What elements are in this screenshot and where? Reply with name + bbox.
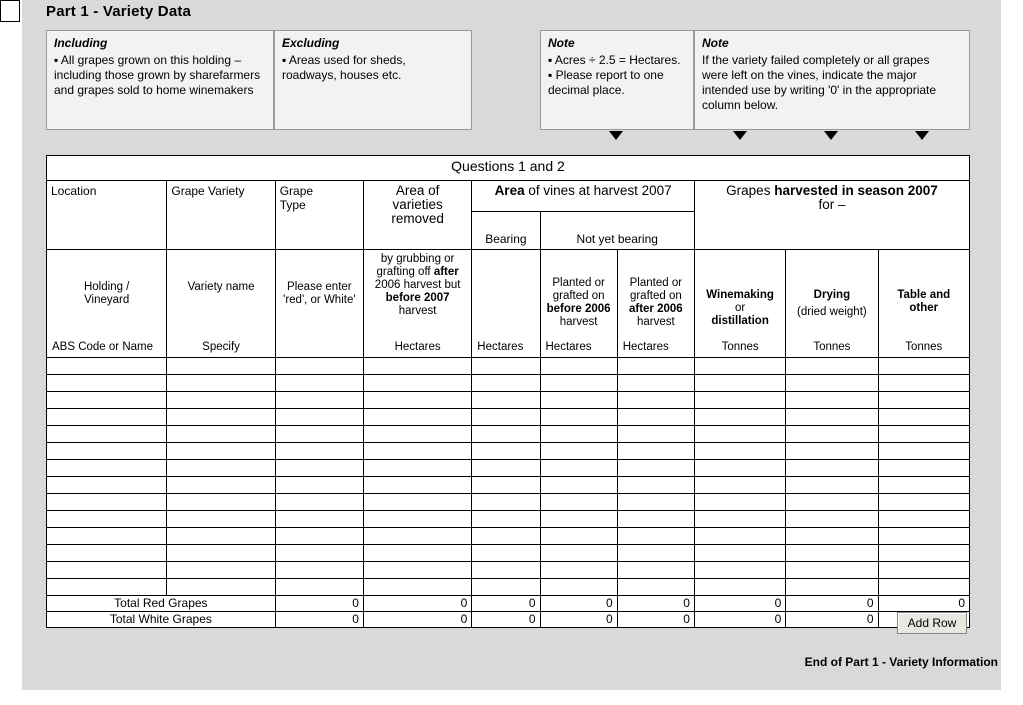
table-cell[interactable] <box>694 375 785 392</box>
table-cell[interactable] <box>786 409 878 426</box>
table-cell[interactable] <box>167 460 275 477</box>
total-row-value: 0 <box>540 596 617 612</box>
header-grapes-harvested-prefix: Grapes <box>726 183 775 198</box>
total-row-value: 0 <box>472 596 540 612</box>
table-cell[interactable] <box>540 409 617 426</box>
total-row-value: 0 <box>617 612 694 628</box>
table-cell[interactable] <box>363 358 471 375</box>
table-cell[interactable] <box>275 579 363 596</box>
table-cell[interactable] <box>878 579 969 596</box>
table-cell[interactable] <box>617 562 694 579</box>
subheader-type-line-1: Please enter <box>287 281 352 293</box>
table-cell[interactable] <box>786 392 878 409</box>
table-cell[interactable] <box>47 562 167 579</box>
subheader-planted-after-unit: Hectares <box>622 341 669 353</box>
table-cell[interactable] <box>617 494 694 511</box>
table-row[interactable] <box>47 528 970 545</box>
table-cell[interactable] <box>694 477 785 494</box>
subheader-planted-after <box>617 250 694 358</box>
table-cell[interactable] <box>363 443 471 460</box>
subheader-removed-line-3: 2006 harvest but <box>374 279 461 291</box>
subheader-variety-name: Variety name <box>187 281 255 293</box>
table-cell[interactable] <box>617 375 694 392</box>
table-cell[interactable] <box>363 477 471 494</box>
table-cell[interactable] <box>47 545 167 562</box>
table-caption-row <box>47 156 970 181</box>
table-cell[interactable] <box>786 579 878 596</box>
subheader-removed <box>363 250 471 358</box>
table-cell[interactable] <box>786 528 878 545</box>
note-including-title: Including <box>54 36 108 50</box>
table-row[interactable] <box>47 545 970 562</box>
note-hectares-line-3: decimal place. <box>548 83 625 97</box>
note-hectares-line-1: ▪ Acres ÷ 2.5 = Hectares. <box>548 53 681 67</box>
table-cell[interactable] <box>47 426 167 443</box>
subheader-planted-before-line-2: grafted on <box>552 290 605 302</box>
table-cell[interactable] <box>786 460 878 477</box>
table-cell[interactable] <box>617 443 694 460</box>
table-cell[interactable] <box>472 358 540 375</box>
table-cell[interactable] <box>540 562 617 579</box>
note-including-line-3: and grapes sold to home winemakers <box>54 83 254 97</box>
table-cell[interactable] <box>878 409 969 426</box>
table-cell[interactable] <box>878 562 969 579</box>
subheader-removed-line-4: before 2007 <box>385 292 450 304</box>
table-cell[interactable] <box>472 494 540 511</box>
table-cell[interactable] <box>694 545 785 562</box>
subheader-removed-line-1: by grubbing or <box>380 253 455 265</box>
table-cell[interactable] <box>363 460 471 477</box>
note-excluding-line-1: ▪ Areas used for sheds, <box>282 53 406 67</box>
subheader-table-other-line-2: other <box>909 302 939 314</box>
table-cell[interactable] <box>617 358 694 375</box>
table-cell[interactable] <box>694 511 785 528</box>
add-row-button[interactable]: Add Row <box>897 612 967 634</box>
subheader-drying <box>786 250 878 358</box>
table-cell[interactable] <box>47 358 167 375</box>
table-cell[interactable] <box>47 494 167 511</box>
table-cell[interactable] <box>472 511 540 528</box>
table-row[interactable] <box>47 511 970 528</box>
table-row[interactable] <box>47 392 970 409</box>
table-cell[interactable] <box>694 460 785 477</box>
subheader-removed-unit: Hectares <box>394 341 441 353</box>
table-cell[interactable] <box>878 494 969 511</box>
table-cell[interactable] <box>363 494 471 511</box>
subheader-winemaking <box>694 250 785 358</box>
table-cell[interactable] <box>472 409 540 426</box>
subheader-type <box>275 250 363 358</box>
subheader-bearing <box>472 250 540 358</box>
table-cell[interactable] <box>694 426 785 443</box>
table-row[interactable] <box>47 375 970 392</box>
table-cell[interactable] <box>47 528 167 545</box>
header-area-of-vines-rest: of vines at harvest 2007 <box>524 183 672 198</box>
total-row-value: 0 <box>786 612 878 628</box>
subheader-row <box>47 250 970 358</box>
subheader-drying-unit: Tonnes <box>813 341 851 353</box>
corner-marker <box>0 0 20 22</box>
table-cell[interactable] <box>167 545 275 562</box>
subheader-location-line-2: Vineyard <box>84 294 130 306</box>
table-row[interactable] <box>47 579 970 596</box>
table-cell[interactable] <box>275 460 363 477</box>
table-cell[interactable] <box>472 375 540 392</box>
total-rows <box>47 596 970 628</box>
note-failed-variety-line-4: column below. <box>702 98 779 112</box>
total-row-value: 0 <box>275 612 363 628</box>
variety-data-table <box>46 155 970 628</box>
table-cell[interactable] <box>617 460 694 477</box>
table-cell[interactable] <box>167 392 275 409</box>
table-cell[interactable] <box>694 409 785 426</box>
note-hectares-title: Note <box>548 36 575 50</box>
header-grape-type-line-1: Grape <box>279 184 314 198</box>
table-cell[interactable] <box>167 375 275 392</box>
total-row-value: 0 <box>363 612 471 628</box>
note-excluding-line-2: roadways, houses etc. <box>282 68 402 82</box>
table-cell[interactable] <box>540 511 617 528</box>
table-cell[interactable] <box>694 358 785 375</box>
table-row[interactable] <box>47 494 970 511</box>
header-area-removed-line-3: removed <box>391 211 444 226</box>
table-cell[interactable] <box>363 392 471 409</box>
right-margin <box>1001 0 1023 705</box>
subheader-winemaking-line-2: or <box>734 302 746 314</box>
table-cell[interactable] <box>472 477 540 494</box>
table-cell[interactable] <box>363 579 471 596</box>
subheader-bearing-unit: Hectares <box>477 341 524 353</box>
note-failed-variety-title: Note <box>702 36 729 50</box>
table-cell[interactable] <box>275 477 363 494</box>
table-cell[interactable] <box>694 392 785 409</box>
down-arrow-icon <box>824 131 838 140</box>
left-margin <box>0 0 22 705</box>
header-grape-type <box>275 181 363 250</box>
table-cell[interactable] <box>878 426 969 443</box>
note-including-line-2: including those grown by sharefarmers <box>54 68 261 82</box>
subheader-planted-after-line-1: Planted or <box>629 277 683 289</box>
table-cell[interactable] <box>472 392 540 409</box>
table-cell[interactable] <box>275 443 363 460</box>
header-not-yet-bearing: Not yet bearing <box>540 212 694 250</box>
header-grape-variety-label: Grape Variety <box>171 184 245 198</box>
table-cell[interactable] <box>786 358 878 375</box>
total-row-value: 0 <box>786 596 878 612</box>
table-cell[interactable] <box>540 426 617 443</box>
table-row[interactable] <box>47 443 970 460</box>
subheader-removed-line-5: harvest <box>398 305 437 317</box>
table-cell[interactable] <box>363 426 471 443</box>
total-row-value: 0 <box>472 612 540 628</box>
table-cell[interactable] <box>472 443 540 460</box>
total-row-label: Total Red Grapes <box>47 596 276 612</box>
subheader-table-other <box>878 250 969 358</box>
header-area-removed-line-2: varieties <box>392 197 443 212</box>
subheader-removed-line-2a: grafting off <box>376 266 434 278</box>
table-cell[interactable] <box>878 375 969 392</box>
header-grapes-harvested-bold: harvested in season 2007 <box>774 183 938 198</box>
table-cell[interactable] <box>540 528 617 545</box>
header-area-of-vines-bold: Area <box>494 183 525 198</box>
table-row[interactable] <box>47 562 970 579</box>
down-arrow-icon <box>609 131 623 140</box>
bottom-margin <box>0 690 1023 705</box>
table-cell[interactable] <box>363 545 471 562</box>
subheader-planted-after-line-4: harvest <box>636 316 675 328</box>
table-cell[interactable] <box>363 409 471 426</box>
table-cell[interactable] <box>167 477 275 494</box>
table-caption: Questions 1 and 2 <box>47 156 970 181</box>
subheader-removed-line-2b: after <box>433 266 459 278</box>
table-cell[interactable] <box>275 358 363 375</box>
note-failed-variety-line-1: If the variety failed completely or all grapes <box>702 53 930 67</box>
table-cell[interactable] <box>472 545 540 562</box>
note-excluding-title: Excluding <box>282 36 340 50</box>
table-cell[interactable] <box>275 392 363 409</box>
table-cell[interactable] <box>878 511 969 528</box>
subheader-planted-before-unit: Hectares <box>545 341 592 353</box>
total-row-value: 0 <box>878 596 969 612</box>
table-cell[interactable] <box>878 392 969 409</box>
table-cell[interactable] <box>540 443 617 460</box>
table-cell[interactable] <box>47 409 167 426</box>
table-cell[interactable] <box>786 511 878 528</box>
note-failed-variety-line-3: intended use by writing '0' in the appropriate <box>702 83 937 97</box>
header-area-removed <box>363 181 471 250</box>
header-grape-variety <box>167 181 275 250</box>
subheader-drying-line-2: (dried weight) <box>797 306 867 318</box>
header-grapes-harvested <box>694 181 969 250</box>
subheader-planted-before-line-1: Planted or <box>552 277 605 289</box>
table-cell[interactable] <box>363 375 471 392</box>
note-failed-variety-line-2: were left on the vines, indicate the major <box>702 68 917 82</box>
table-row[interactable] <box>47 477 970 494</box>
table-cell[interactable] <box>275 409 363 426</box>
header-bearing: Bearing <box>472 212 540 250</box>
page-title: Part 1 - Variety Data <box>46 3 192 20</box>
table-cell[interactable] <box>472 528 540 545</box>
table-cell[interactable] <box>275 528 363 545</box>
table-cell[interactable] <box>540 545 617 562</box>
table-cell[interactable] <box>786 477 878 494</box>
table-cell[interactable] <box>472 562 540 579</box>
note-including-line-1: ▪ All grapes grown on this holding – <box>54 53 242 67</box>
subheader-planted-after-line-2: grafted on <box>629 290 682 302</box>
subheader-variety-unit: Specify <box>202 341 240 353</box>
table-cell[interactable] <box>878 460 969 477</box>
table-cell[interactable] <box>167 528 275 545</box>
table-cell[interactable] <box>47 443 167 460</box>
table-cell[interactable] <box>617 579 694 596</box>
table-cell[interactable] <box>694 494 785 511</box>
subheader-planted-after-line-3: after 2006 <box>628 303 683 315</box>
table-cell[interactable] <box>167 426 275 443</box>
table-cell[interactable] <box>275 511 363 528</box>
header-grapes-harvested-line-1 <box>699 184 965 198</box>
subheader-table-other-line-1: Table and <box>897 289 951 301</box>
note-hectares <box>540 30 694 130</box>
table-cell[interactable] <box>617 528 694 545</box>
table-cell[interactable] <box>694 562 785 579</box>
table-cell[interactable] <box>275 426 363 443</box>
table-cell[interactable] <box>617 426 694 443</box>
header-grape-type-line-2: Type <box>279 198 306 212</box>
table-cell[interactable] <box>363 511 471 528</box>
table-cell[interactable] <box>540 358 617 375</box>
table-cell[interactable] <box>47 375 167 392</box>
down-arrow-icon <box>915 131 929 140</box>
note-failed-variety <box>694 30 970 130</box>
table-cell[interactable] <box>47 392 167 409</box>
note-including <box>46 30 274 130</box>
table-cell[interactable] <box>878 477 969 494</box>
table-cell[interactable] <box>786 562 878 579</box>
subheader-planted-before-line-3: before 2006 <box>546 303 611 315</box>
total-row-value: 0 <box>363 596 471 612</box>
table-row[interactable] <box>47 409 970 426</box>
table-row[interactable] <box>47 460 970 477</box>
note-excluding <box>274 30 472 130</box>
data-rows <box>47 358 970 596</box>
table-cell[interactable] <box>617 392 694 409</box>
subheader-variety <box>167 250 275 358</box>
table-cell[interactable] <box>617 511 694 528</box>
table-cell[interactable] <box>878 528 969 545</box>
table-cell[interactable] <box>540 392 617 409</box>
total-row-value: 0 <box>617 596 694 612</box>
header-location <box>47 181 167 250</box>
table-row[interactable] <box>47 358 970 375</box>
total-row-value: 0 <box>275 596 363 612</box>
header-row-1 <box>47 181 970 212</box>
table-cell[interactable] <box>167 562 275 579</box>
table-cell[interactable] <box>786 443 878 460</box>
table-cell[interactable] <box>540 375 617 392</box>
table-cell[interactable] <box>786 494 878 511</box>
subheader-type-line-2: 'red', or White' <box>283 294 356 306</box>
header-location-label: Location <box>51 184 97 198</box>
total-row-value: 0 <box>694 596 785 612</box>
total-row-value: 0 <box>540 612 617 628</box>
total-row-label: Total White Grapes <box>47 612 276 628</box>
table-cell[interactable] <box>167 494 275 511</box>
table-cell[interactable] <box>617 409 694 426</box>
header-area-of-vines <box>472 181 695 212</box>
table-cell[interactable] <box>363 528 471 545</box>
table-cell[interactable] <box>540 494 617 511</box>
table-cell[interactable] <box>167 443 275 460</box>
table-cell[interactable] <box>167 511 275 528</box>
table-cell[interactable] <box>47 511 167 528</box>
table-cell[interactable] <box>540 460 617 477</box>
table-cell[interactable] <box>617 477 694 494</box>
subheader-table-other-unit: Tonnes <box>905 341 943 353</box>
table-cell[interactable] <box>786 426 878 443</box>
table-cell[interactable] <box>275 545 363 562</box>
subheader-planted-before-line-4: harvest <box>559 316 598 328</box>
total-row-value: 0 <box>694 612 785 628</box>
end-of-part-note: End of Part 1 - Variety Information <box>804 655 998 669</box>
header-area-removed-line-1: Area of <box>395 183 440 198</box>
subheader-location <box>47 250 167 358</box>
table-cell[interactable] <box>540 477 617 494</box>
subheader-removed-line-2 <box>368 266 467 279</box>
subheader-planted-before <box>540 250 617 358</box>
header-grapes-harvested-for: for – <box>818 197 846 212</box>
table-cell[interactable] <box>472 579 540 596</box>
table-cell[interactable] <box>786 375 878 392</box>
table-cell[interactable] <box>878 443 969 460</box>
table-row[interactable] <box>47 426 970 443</box>
table-cell[interactable] <box>275 562 363 579</box>
table-cell[interactable] <box>275 375 363 392</box>
subheader-drying-line-1: Drying <box>813 289 851 301</box>
table-cell[interactable] <box>786 545 878 562</box>
table-cell[interactable] <box>617 545 694 562</box>
subheader-winemaking-unit: Tonnes <box>721 341 759 353</box>
table-cell[interactable] <box>878 545 969 562</box>
table-cell[interactable] <box>47 477 167 494</box>
table-cell[interactable] <box>47 460 167 477</box>
table-cell[interactable] <box>472 460 540 477</box>
down-arrow-icon <box>733 131 747 140</box>
total-row <box>47 612 970 628</box>
subheader-location-unit: ABS Code or Name <box>52 341 153 353</box>
subheader-winemaking-line-1: Winemaking <box>706 289 774 301</box>
table-cell[interactable] <box>540 579 617 596</box>
table-cell[interactable] <box>167 409 275 426</box>
table-cell[interactable] <box>694 443 785 460</box>
subheader-winemaking-line-3: distillation <box>711 315 769 327</box>
table-cell[interactable] <box>472 426 540 443</box>
table-cell[interactable] <box>167 358 275 375</box>
table-cell[interactable] <box>694 528 785 545</box>
table-cell[interactable] <box>878 358 969 375</box>
table-cell[interactable] <box>363 562 471 579</box>
subheader-location-line-1: Holding / <box>83 281 130 293</box>
table-cell[interactable] <box>694 579 785 596</box>
table-cell[interactable] <box>275 494 363 511</box>
note-hectares-line-2: ▪ Please report to one <box>548 68 664 82</box>
table-cell[interactable] <box>167 579 275 596</box>
total-row <box>47 596 970 612</box>
table-cell[interactable] <box>47 579 167 596</box>
